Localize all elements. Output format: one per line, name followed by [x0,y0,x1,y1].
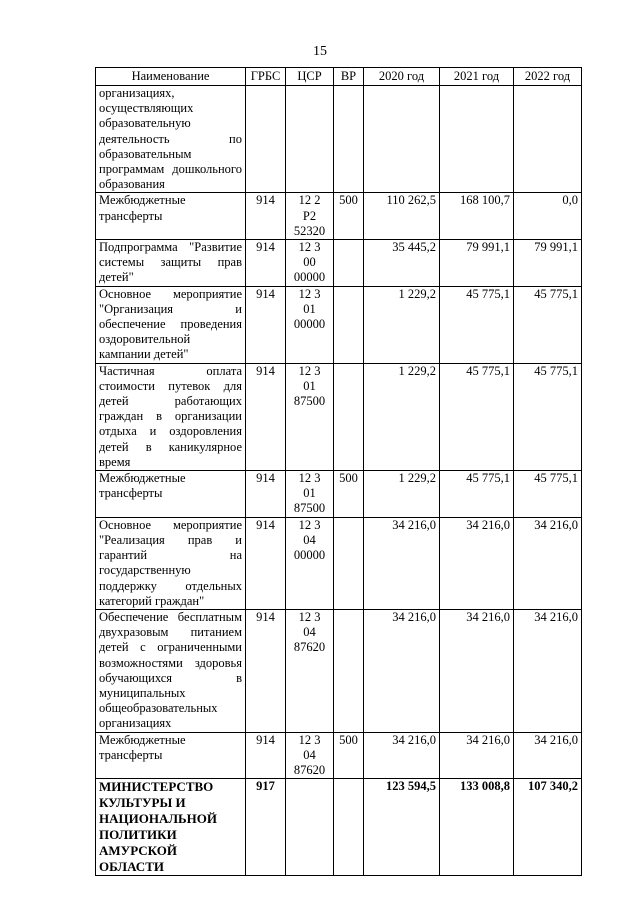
cell-2022: 107 340,2 [514,779,582,876]
csr-code-part: 12 3 [298,471,321,486]
cell-csr [286,240,334,287]
csr-code-part: 00000 [293,270,326,285]
cell-name: организациях, осуществляющих образовательную деятельность по образовательным программам дошкольного образования [96,86,246,193]
cell-2021: 79 991,1 [440,240,514,287]
cell-name: Частичная оплата стоимости путевок для детей работающих граждан в организации отдыха и оздоровления детей в каникулярное время [96,363,246,470]
cell-vr [334,779,364,876]
cell-2020: 34 216,0 [364,732,440,779]
cell-csr [286,471,334,518]
header-name: Наименование [96,68,246,86]
cell-name: Основное мероприятие "Реализация прав и гарантий на государственную поддержку отдельных категорий граждан" [96,517,246,609]
csr-code-part: 01 [303,486,316,501]
csr-code-part: 12 3 [298,732,321,747]
cell-2020: 34 216,0 [364,517,440,609]
cell-vr [334,286,364,363]
cell-vr [334,517,364,609]
csr-code-part: P2 [302,208,317,223]
table-row [96,517,582,609]
cell-csr [286,193,334,240]
cell-2021: 133 008,8 [440,779,514,876]
csr-code-part: 01 [303,301,316,316]
cell-grbs: 914 [246,471,286,518]
cell-2021: 45 775,1 [440,471,514,518]
cell-csr [286,286,334,363]
cell-2021: 34 216,0 [440,732,514,779]
cell-2022: 79 991,1 [514,240,582,287]
cell-grbs: 914 [246,240,286,287]
csr-code-part: 00 [303,255,316,270]
cell-2020 [364,86,440,193]
cell-grbs: 914 [246,609,286,732]
cell-2021: 45 775,1 [440,286,514,363]
table-row [96,240,582,287]
cell-2022: 34 216,0 [514,517,582,609]
cell-grbs: 914 [246,193,286,240]
cell-vr: 500 [334,471,364,518]
cell-name: Межбюджетные трансферты [96,732,246,779]
csr-code-part: 87620 [293,640,326,655]
csr-code-part: 04 [303,532,316,547]
table-header-row [96,68,582,86]
header-vr: ВР [334,68,364,86]
csr-code-part: 87500 [293,394,326,409]
cell-2020: 1 229,2 [364,363,440,470]
header-grbs: ГРБС [246,68,286,86]
table-row [96,363,582,470]
csr-code-part: 12 3 [298,286,321,301]
cell-2021: 34 216,0 [440,517,514,609]
cell-name: Межбюджетные трансферты [96,471,246,518]
header-2020: 2020 год [364,68,440,86]
table-row [96,286,582,363]
cell-grbs: 914 [246,286,286,363]
cell-2020: 1 229,2 [364,471,440,518]
cell-2021: 34 216,0 [440,609,514,732]
table-row [96,609,582,732]
table-row [96,86,582,193]
cell-name: Обеспечение бесплатным двухразовым питанием детей с ограниченными возможностями здоровья обучающихся в муниципальных общеобразовательных организациях [96,609,246,732]
cell-2022: 45 775,1 [514,286,582,363]
csr-code-part: 12 3 [298,240,321,255]
cell-2022: 0,0 [514,193,582,240]
csr-code-part: 87620 [293,762,326,777]
cell-2020: 35 445,2 [364,240,440,287]
cell-2020: 110 262,5 [364,193,440,240]
cell-2021 [440,86,514,193]
csr-code-part: 12 3 [298,363,321,378]
cell-csr [286,363,334,470]
cell-2022: 45 775,1 [514,471,582,518]
page-number: 15 [313,44,327,59]
csr-code-part: 12 2 [298,193,321,208]
cell-2020: 123 594,5 [364,779,440,876]
csr-code-part: 01 [303,378,316,393]
cell-name: МИНИСТЕРСТВО КУЛЬТУРЫ И НАЦИОНАЛЬНОЙ ПОЛИТИКИ АМУРСКОЙ ОБЛАСТИ [96,779,246,876]
csr-code-part: 00000 [293,317,326,332]
csr-code-part: 12 3 [298,609,321,624]
cell-csr [286,86,334,193]
csr-code-part: 04 [303,625,316,640]
cell-grbs: 914 [246,363,286,470]
cell-vr: 500 [334,732,364,779]
table-row [96,779,582,876]
csr-code-part: 52320 [293,223,326,238]
cell-csr [286,517,334,609]
cell-name: Межбюджетные трансферты [96,193,246,240]
cell-2022: 34 216,0 [514,732,582,779]
header-2021: 2021 год [440,68,514,86]
cell-name: Основное мероприятие "Организация и обеспечение проведения оздоровительной кампании детей" [96,286,246,363]
cell-2020: 34 216,0 [364,609,440,732]
csr-code-part: 12 3 [298,517,321,532]
cell-vr [334,86,364,193]
cell-grbs: 914 [246,517,286,609]
cell-2020: 1 229,2 [364,286,440,363]
cell-grbs [246,86,286,193]
budget-table [95,67,582,876]
cell-csr [286,732,334,779]
cell-csr [286,779,334,876]
cell-name: Подпрограмма "Развитие системы защиты прав детей" [96,240,246,287]
table-body [96,86,582,876]
cell-vr [334,240,364,287]
cell-csr [286,609,334,732]
table-row [96,732,582,779]
cell-vr [334,609,364,732]
cell-vr: 500 [334,193,364,240]
csr-code-part: 04 [303,747,316,762]
csr-code-part: 00000 [293,548,326,563]
cell-grbs: 914 [246,732,286,779]
cell-2022: 34 216,0 [514,609,582,732]
cell-2022: 45 775,1 [514,363,582,470]
header-2022: 2022 год [514,68,582,86]
cell-grbs: 917 [246,779,286,876]
cell-vr [334,363,364,470]
cell-2021: 45 775,1 [440,363,514,470]
csr-code-part: 87500 [293,501,326,516]
table-row [96,471,582,518]
header-csr: ЦСР [286,68,334,86]
cell-2022 [514,86,582,193]
cell-2021: 168 100,7 [440,193,514,240]
table-row [96,193,582,240]
